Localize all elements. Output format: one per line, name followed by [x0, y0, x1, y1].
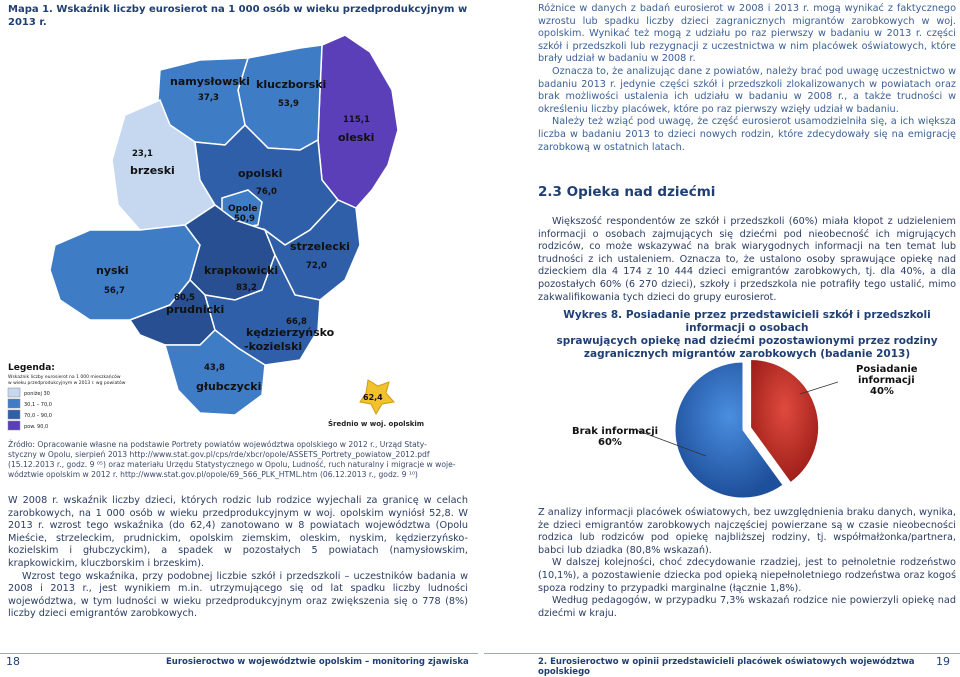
label-opolski: opolski	[238, 167, 283, 180]
label-prudnicki: prudnicki	[166, 303, 225, 316]
map-source	[8, 440, 478, 480]
legend-item-1: poniżej 30	[24, 391, 50, 397]
left-footer-line	[0, 653, 478, 654]
label-namyslowski: namysłowski	[170, 75, 250, 88]
value-oleski: 115,1	[343, 115, 370, 125]
right-footer-line	[484, 653, 960, 654]
left-footer-title: Eurosieroctwo w województwie opolskim – monitoring zjawiska	[166, 657, 469, 667]
average-value: 62,4	[363, 393, 383, 402]
label-strzelecki: strzelecki	[290, 240, 350, 253]
left-paragraph-2: Wzrost tego wskaźnika, przy podobnej liczbie szkół i przedszkoli – uczestników badania w 2008 i 2013 r., jest wynikiem m.in. utrzymującego się od lat spadku liczby ludności województwa, w tym ludności w wieku przedprodukcyjnym oraz zwiększenia się o 778 (8%) liczby dzieci emigrantów zarobkowych.	[8, 570, 468, 620]
value-glubczycki: 43,8	[204, 363, 225, 373]
right-top-paragraph-3: Należy też wziąć pod uwagę, że część eurosierot usamodzielniła się, a ich większa liczba w badaniu 2013 to dzieci nowych rodzin, które zdecydowały się na emigrację zarobkową w ostatnich latach.	[538, 116, 956, 153]
right-top-paragraph-1: Różnice w danych z badań eurosierot w 2008 i 2013 r. mogą wynikać z faktycznego wzrostu lub spadku liczby dzieci zagranicznych migrantów zarobkowych w woj. opolskim. Wynikać też mogą z udziału po raz pierwszy w badaniu w 2013 r. części szkół i przedszkoli lub rezygnacji z uczestnictwa w nim placówek oświatowych, które brały udział w badaniu w 2008 r.	[538, 3, 956, 65]
legend-item-3: 70,0 – 90,0	[24, 413, 52, 419]
slice-label-1b: informacji	[858, 375, 915, 386]
source-line-3: (15.12.2013 r., godz. 9 ⁰⁵) oraz materiału Urzędu Statystycznego w Opolu, Ludność, ruch naturalny i migracje w woje-	[8, 460, 456, 469]
value-prudnicki: 80,5	[174, 293, 195, 303]
label-glubczycki: głubczycki	[196, 380, 262, 393]
value-krapkowicki: 83,2	[236, 283, 257, 293]
right-top-text	[538, 3, 956, 154]
slice-pct-1: 40%	[870, 386, 894, 397]
chart-caption-line3: zagranicznych migrantów zarobkowych (badanie 2013)	[583, 348, 911, 360]
section-heading: 2.3 Opieka nad dziećmi	[538, 184, 716, 200]
legend-swatch-4	[8, 421, 20, 430]
right-bottom-paragraph-1: Z analizy informacji placówek oświatowych, bez uwzględnienia braku danych, wynika, że dzieci emigrantów zarobkowych najczęściej powierzane są w czasie nieobecności rodzica lub rodziców pod opiekę najbliższej rodziny, tj. współmałżonka/partnera, babci lub dziadka (80,8% wskazań).	[538, 507, 956, 556]
legend-subtitle-2: w wieku przedprodukcyjnym w 2013 r. wg powiatów	[8, 381, 126, 386]
right-bottom-paragraph-3: Według pedagogów, w przypadku 7,3% wskazań rodzice nie powierzyli opiekę nad dziećmi w kraju.	[538, 595, 956, 619]
source-line-4: wództwie opolskim w 2012 r. http://www.stat.gov.pl/opole/69_566_PLK_HTML.htm (06.12.2013 r., godz. 9 ¹⁰)	[8, 470, 418, 479]
right-page-number: 19	[936, 655, 950, 668]
right-top-paragraph-2: Oznacza to, że analizując dane z powiatów, należy brać pod uwagę uczestnictwo w badaniu 2013 r. jedynie części szkół i przedszkoli zlokalizowanych w powiatach oraz brak możliwości ustalenia ich udziału w badaniu w 2008 r., a także trudności w określeniu liczby placówek, które po raz pierwszy wzięły udział w badaniu.	[538, 65, 956, 115]
source-line-1: Źródło: Opracowanie własne na podstawie Portrety powiatów województwa opolskiego w 2012 r., Urząd Staty-	[8, 440, 427, 449]
section-paragraph-1: Większość respondentów ze szkół i przedszkoli (60%) miała kłopot z udzieleniem informacji o osobach zajmujących się dziećmi pod nieobecność ich migrujących rodziców, co może wskazywać na brak wiarygodnych informacji na ten temat lub trudności z ich ustaleniem. Oznacza to, że ustalono osoby sprawujące opiekę nad dzieckiem dla 4 174 z 10 444 dzieci emigrantów zarobkowych, tj. dla 40%, a dla pozostałych 60% (6 270 dzieci), szkoły i przedszkola nie potrafiły tego ustalić, mimo zakwalifikowania tych dzieci do grupy eurosierot.	[538, 216, 956, 303]
average-label: Średnio w woj. opolskim	[328, 420, 425, 428]
value-kluczborski: 53,9	[278, 99, 299, 109]
legend-item-2: 30,1 – 70,0	[24, 402, 52, 408]
label-nyski: nyski	[96, 264, 129, 277]
legend-swatch-3	[8, 410, 20, 419]
legend-swatch-1	[8, 388, 20, 397]
source-line-2: styczny w Opolu, sierpień 2013 http://www.stat.gov.pl/cps/rde/xbcr/opole/ASSETS_Portrety_powiatow_2012.pdf	[8, 450, 430, 459]
label-brzeski: brzeski	[130, 164, 175, 177]
right-bottom-text	[538, 507, 956, 620]
label-oleski: oleski	[338, 131, 375, 144]
slice-label-1a: Posiadanie	[856, 364, 918, 375]
left-paragraph-1: W 2008 r. wskaźnik liczby dzieci, których rodzic lub rodzice wyjechali za granicę w celach zarobkowych, na 1 000 osób w wieku przedprodukcyjnym w woj. opolskim wyniósł 52,8. W 2013 r. wzrost tego wskaźnika (do 62,4) zanotowano w 8 powiatach województwa (Opolu Mieście, strzeleckim, prudnickim, opolskim ziemskim, oleskim, nyskim, kędzierzyńsko-kozielskim i głubczyckim), a spadek w pozostałych 5 powiatach (namysłowskim, krapkowickim, kluczborskim i brzeskim).	[8, 495, 468, 569]
value-opolski: 76,0	[256, 187, 277, 197]
label-kedzierzynsko: kędzierzyńsko	[246, 326, 335, 339]
legend-title: Legenda:	[8, 363, 55, 373]
right-footer-title: 2. Eurosieroctwo w opinii przedstawicieli placówek oświatowych województwa opolskiego	[538, 657, 915, 677]
value-nyski: 56,7	[104, 286, 125, 296]
label-kluczborski: kluczborski	[256, 78, 327, 91]
map-title-line1: Mapa 1. Wskaźnik liczby eurosierot na 1 000 osób w wieku przedprodukcyjnym w 2013 r.	[8, 4, 468, 28]
legend-subtitle-1: Wskaźnik liczby eurosierot na 1 000 mieszkańców	[8, 375, 121, 380]
value-kedzierzynsko: 66,8	[286, 317, 307, 327]
label-kozielski: -kozielski	[244, 340, 303, 353]
chart-caption-line1: Wykres 8. Posiadanie przez przedstawicieli szkół i przedszkoli informacji o osobach	[563, 309, 931, 334]
value-strzelecki: 72,0	[306, 261, 327, 271]
district-map	[0, 30, 480, 435]
section-text	[538, 216, 956, 304]
value-brzeski: 23,1	[132, 149, 153, 159]
right-bottom-paragraph-2: W dalszej kolejności, choć zdecydowanie rzadziej, jest to pełnoletnie rodzeństwo (10,1%), a pozostawienie dziecka pod opieką niepełnoletniego rodzeństwa oraz kogoś spoza rodziny to przypadki marginalne (łącznie 1,8%).	[538, 557, 956, 594]
left-page-number: 18	[6, 655, 20, 668]
left-body-text	[8, 495, 468, 621]
slice-pct-2: 60%	[598, 437, 622, 448]
value-namyslowski: 37,3	[198, 93, 219, 103]
pie-chart	[538, 352, 958, 502]
legend-swatch-2	[8, 399, 20, 408]
label-krapkowicki: krapkowicki	[204, 264, 279, 277]
value-opole: 50,9	[234, 214, 255, 224]
chart-caption-line2: sprawujących opiekę nad dziećmi pozostawionymi przez rodziny	[556, 335, 938, 347]
label-opole: Opole	[228, 204, 258, 214]
slice-label-2a: Brak informacji	[572, 426, 659, 437]
legend-item-4: pow. 90,0	[24, 424, 49, 430]
